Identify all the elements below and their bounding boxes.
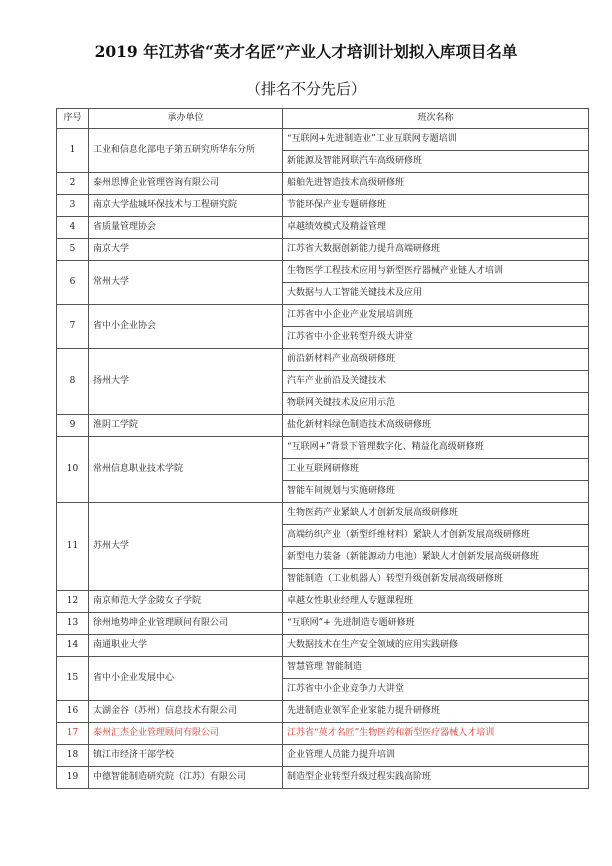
row-course: 智慧管理 智能制造 <box>283 657 589 679</box>
row-course: 智能制造（工业机器人）转型升级创新发展高级研修班 <box>283 569 589 591</box>
row-course: “互联网”+ 先进制造专题研修班 <box>283 613 589 635</box>
row-unit: 徐州地势坤企业管理顾问有限公司 <box>89 613 283 635</box>
table-row <box>57 767 589 789</box>
row-number: 2 <box>57 173 89 195</box>
row-course: 江苏省中小企业产业发展培训班 <box>283 305 589 327</box>
header-course: 班次名称 <box>283 109 589 129</box>
row-unit: 扬州大学 <box>89 349 283 415</box>
table-row <box>57 173 589 195</box>
table-row <box>57 239 589 261</box>
table-row <box>57 591 589 613</box>
row-unit: 南京师范大学金陵女子学院 <box>89 591 283 613</box>
row-course: 企业管理人员能力提升培训 <box>283 745 589 767</box>
row-course: 江苏省中小企业竞争力大讲堂 <box>283 679 589 701</box>
row-number: 19 <box>57 767 89 789</box>
table-header-row <box>57 109 589 129</box>
row-course: 卓越绩效模式及精益管理 <box>283 217 589 239</box>
row-unit: 淮阴工学院 <box>89 415 283 437</box>
row-course: 新能源及智能网联汽车高级研修班 <box>283 151 589 173</box>
document-title: 2019 年江苏省“英才名匠”产业人才培训计划拟入库项目名单 <box>94 42 518 61</box>
row-number: 5 <box>57 239 89 261</box>
row-unit: 镇江市经济干部学校 <box>89 745 283 767</box>
row-unit: 常州信息职业技术学院 <box>89 437 283 503</box>
row-number: 13 <box>57 613 89 635</box>
table-body <box>57 129 589 789</box>
row-course: 江苏省中小企业转型升级大讲堂 <box>283 327 589 349</box>
row-number: 8 <box>57 349 89 415</box>
row-number: 14 <box>57 635 89 657</box>
row-unit: 泰州汇杰企业管理顾问有限公司 <box>89 723 283 745</box>
row-number: 9 <box>57 415 89 437</box>
row-unit: 常州大学 <box>89 261 283 305</box>
row-course: 船舶先进智造技术高级研修班 <box>283 173 589 195</box>
row-number: 6 <box>57 261 89 305</box>
row-course: 工业互联网研修班 <box>283 459 589 481</box>
row-course: 江苏省大数据创新能力提升高端研修班 <box>283 239 589 261</box>
table-row <box>57 723 589 745</box>
row-unit: 省中小企业发展中心 <box>89 657 283 701</box>
table-row <box>57 217 589 239</box>
table-row <box>57 349 589 371</box>
row-course: 汽车产业前沿及关键技术 <box>283 371 589 393</box>
row-course: 盐化新材料绿色制造技术高级研修班 <box>283 415 589 437</box>
row-course: 制造型企业转型升级过程实践高阶班 <box>283 767 589 789</box>
project-table <box>56 108 589 789</box>
row-number: 16 <box>57 701 89 723</box>
row-course: 卓越女性职业经理人专题课程班 <box>283 591 589 613</box>
row-number: 3 <box>57 195 89 217</box>
row-unit: 工业和信息化部电子第五研究所华东分所 <box>89 129 283 173</box>
table-row <box>57 613 589 635</box>
row-number: 10 <box>57 437 89 503</box>
row-number: 17 <box>57 723 89 745</box>
document-subtitle: （排名不分先后） <box>245 80 366 98</box>
row-unit: 苏州大学 <box>89 503 283 591</box>
table-row <box>57 195 589 217</box>
row-unit: 省质量管理协会 <box>89 217 283 239</box>
table-row <box>57 415 589 437</box>
row-unit: 泰州思博企业管理咨询有限公司 <box>89 173 283 195</box>
row-course: 先进制造业领军企业家能力提升研修班 <box>283 701 589 723</box>
row-unit: 南京大学 <box>89 239 283 261</box>
row-number: 11 <box>57 503 89 591</box>
row-course: “互联网+先进制造业”工业互联网专题培训 <box>283 129 589 151</box>
row-course: 前沿新材料产业高级研修班 <box>283 349 589 371</box>
row-course: 大数据技术在生产安全领域的应用实践研修 <box>283 635 589 657</box>
row-course: 生物医学工程技术应用与新型医疗器械产业链人才培训 <box>283 261 589 283</box>
row-number: 1 <box>57 129 89 173</box>
table-row <box>57 745 589 767</box>
header-unit: 承办单位 <box>89 109 283 129</box>
row-course: 节能环保产业专题研修班 <box>283 195 589 217</box>
row-course: 生物医药产业紧缺人才创新发展高级研修班 <box>283 503 589 525</box>
table-row <box>57 503 589 525</box>
row-number: 15 <box>57 657 89 701</box>
row-unit: 中德智能制造研究院（江苏）有限公司 <box>89 767 283 789</box>
table-row <box>57 129 589 151</box>
header-number: 序号 <box>57 109 89 129</box>
table-row <box>57 437 589 459</box>
table-row <box>57 305 589 327</box>
row-unit: 省中小企业协会 <box>89 305 283 349</box>
row-course: 大数据与人工智能关键技术及应用 <box>283 283 589 305</box>
row-number: 7 <box>57 305 89 349</box>
table-row <box>57 657 589 679</box>
table-row <box>57 701 589 723</box>
row-unit: 南京大学盐城环保技术与工程研究院 <box>89 195 283 217</box>
row-number: 4 <box>57 217 89 239</box>
row-unit: 太湖金谷（苏州）信息技术有限公司 <box>89 701 283 723</box>
row-course: 物联网关键技术及应用示范 <box>283 393 589 415</box>
row-unit: 南通职业大学 <box>89 635 283 657</box>
row-number: 18 <box>57 745 89 767</box>
row-course: 智能车间规划与实施研修班 <box>283 481 589 503</box>
row-course: 新型电力装备（新能源动力电池）紧缺人才创新发展高级研修班 <box>283 547 589 569</box>
row-course: 高端纺织产业（新型纤维材料）紧缺人才创新发展高级研修班 <box>283 525 589 547</box>
row-number: 12 <box>57 591 89 613</box>
row-course: “互联网+”背景下管理数字化、精益化高级研修班 <box>283 437 589 459</box>
row-course: 江苏省“英才名匠”生物医药和新型医疗器械人才培训 <box>283 723 589 745</box>
table-row <box>57 261 589 283</box>
table-row <box>57 635 589 657</box>
